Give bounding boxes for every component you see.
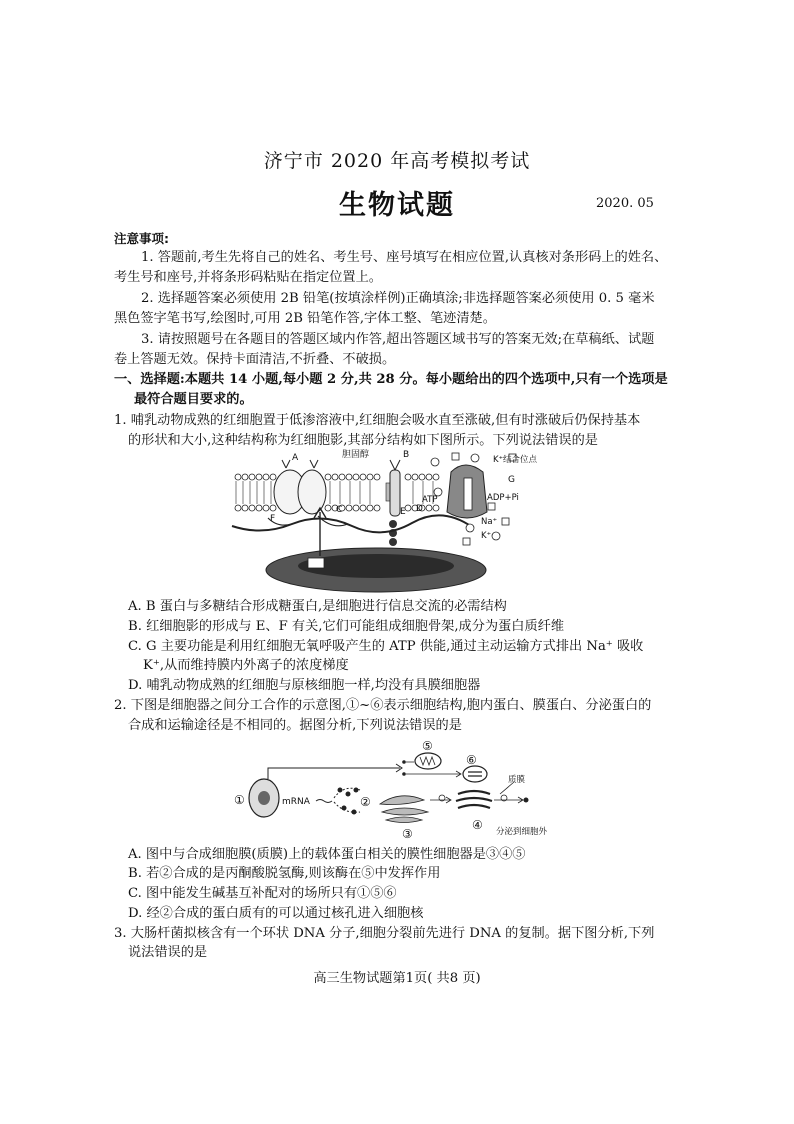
label-c: C <box>336 505 343 515</box>
q2-option-a: A. 图中与合成细胞膜(质膜)上的载体蛋白相关的膜性细胞器是③④⑤ <box>128 847 526 862</box>
rough-er <box>380 796 428 823</box>
label-na: Na⁺ <box>481 517 498 527</box>
q1-membrane-figure <box>228 448 608 594</box>
label-2: ② <box>360 795 371 809</box>
protein-a2 <box>298 470 326 514</box>
protein-f-network <box>232 515 472 532</box>
q2-option-c: C. 图中能发生碱基互补配对的场所只有①⑤⑥ <box>128 886 397 901</box>
label-k-site: K⁺结合位点 <box>493 455 538 465</box>
subject-title: 生物试题 <box>339 190 455 221</box>
q3-stem-cont: 说法错误的是 <box>128 945 208 960</box>
protein-b <box>390 470 400 516</box>
notice-line: 考生号和座号,并将条形码粘贴在指定位置上。 <box>114 270 382 285</box>
label-1: ① <box>234 793 245 807</box>
zoom-arrow <box>314 508 326 556</box>
q1-option-b: B. 红细胞影的形成与 E、F 有关,它们可能组成细胞骨架,成分为蛋白质纤维 <box>128 619 565 634</box>
label-3: ③ <box>402 827 413 840</box>
q2-option-b: B. 若②合成的是丙酮酸脱氢酶,则该酶在⑤中发挥作用 <box>128 866 441 881</box>
q1-option-d: D. 哺乳动物成熟的红细胞与原核细胞一样,均没有具膜细胞器 <box>128 678 481 693</box>
exam-date: 2020. 05 <box>596 196 654 211</box>
label-adp: ADP+Pi <box>487 493 519 503</box>
section-heading-cont: 最符合题目要求的。 <box>134 392 253 407</box>
label-5: ⑤ <box>422 739 433 753</box>
q2-option-d: D. 经②合成的蛋白质有的可以通过核孔进入细胞核 <box>128 906 424 921</box>
q1-option-c-cont: K⁺,从而维持膜内外离子的浓度梯度 <box>143 658 349 673</box>
label-atp: ATP <box>422 495 438 505</box>
q2-stem-cont: 合成和运输途径是不相同的。据图分析,下列说法错误的是 <box>128 718 462 733</box>
notice-line: 2. 选择题答案必须使用 2B 铅笔(按填涂样例)正确填涂;非选择题答案必须使用 0. 5 毫米 <box>141 291 655 306</box>
protein-e-chain <box>389 520 397 546</box>
label-secrete: 分泌到细胞外 <box>496 827 548 837</box>
section-heading: 一、选择题:本题共 14 小题,每小题 2 分,共 28 分。每小题给出的四个选项中,只有一个选项是 <box>114 372 668 387</box>
q1-stem: 1. 哺乳动物成熟的红细胞置于低渗溶液中,红细胞会吸水直至涨破,但有时涨破后仍保持基本 <box>114 413 641 428</box>
mitochondrion <box>415 753 441 769</box>
label-f: F <box>270 514 276 524</box>
label-d: D <box>416 504 423 514</box>
golgi <box>456 791 492 808</box>
notice-line: 1. 答题前,考生先将自己的姓名、考生号、座号填写在相应位置,认真核对条形码上的姓名、 <box>141 250 668 265</box>
organelle-6 <box>463 766 487 782</box>
q2-stem: 2. 下图是细胞器之间分工合作的示意图,①~⑥表示细胞结构,胞内蛋白、膜蛋白、分泌蛋白的 <box>114 698 652 713</box>
label-b: B <box>403 450 410 460</box>
q3-stem: 3. 大肠杆菌拟核含有一个环状 DNA 分子,细胞分裂前先进行 DNA 的复制。据下图分析,下列 <box>114 926 655 941</box>
q1-option-a: A. B 蛋白与多糖结合形成糖蛋白,是细胞进行信息交流的必需结构 <box>128 599 507 614</box>
label-cholesterol: 胆固醇 <box>342 450 370 460</box>
q2-organelle-figure <box>230 738 560 840</box>
notice-line: 3. 请按照题号在各题目的答题区域内作答,超出答题区域书写的答案无效;在草稿纸、试题 <box>141 332 655 347</box>
notice-heading: 注意事项: <box>114 231 169 246</box>
label-mrna: mRNA <box>282 797 310 807</box>
page-footer: 高三生物试题第1页( 共8 页) <box>313 971 481 986</box>
notice-line: 黑色签字笔书写,绘图时,可用 2B 铅笔作答,字体工整、笔迹清楚。 <box>114 311 496 326</box>
label-e: E <box>400 507 406 517</box>
notice-line: 卷上答题无效。保持卡面清洁,不折叠、不破损。 <box>114 352 396 367</box>
q1-option-c: C. G 主要功能是利用红细胞无氧呼吸产生的 ATP 供能,通过主动运输方式排出 Na⁺ 吸收 <box>128 639 644 654</box>
exam-title: 济宁市 2020 年高考模拟考试 <box>263 150 531 172</box>
label-k: K⁺ <box>481 531 492 541</box>
label-membrane: 质膜 <box>508 775 526 785</box>
q1-stem-cont: 的形状和大小,这种结构称为红细胞影,其部分结构如下图所示。下列说法错误的是 <box>128 433 598 448</box>
label-a: A <box>292 453 299 463</box>
label-6: ⑥ <box>466 753 477 767</box>
label-4: ④ <box>472 818 483 832</box>
label-g: G <box>508 475 515 485</box>
